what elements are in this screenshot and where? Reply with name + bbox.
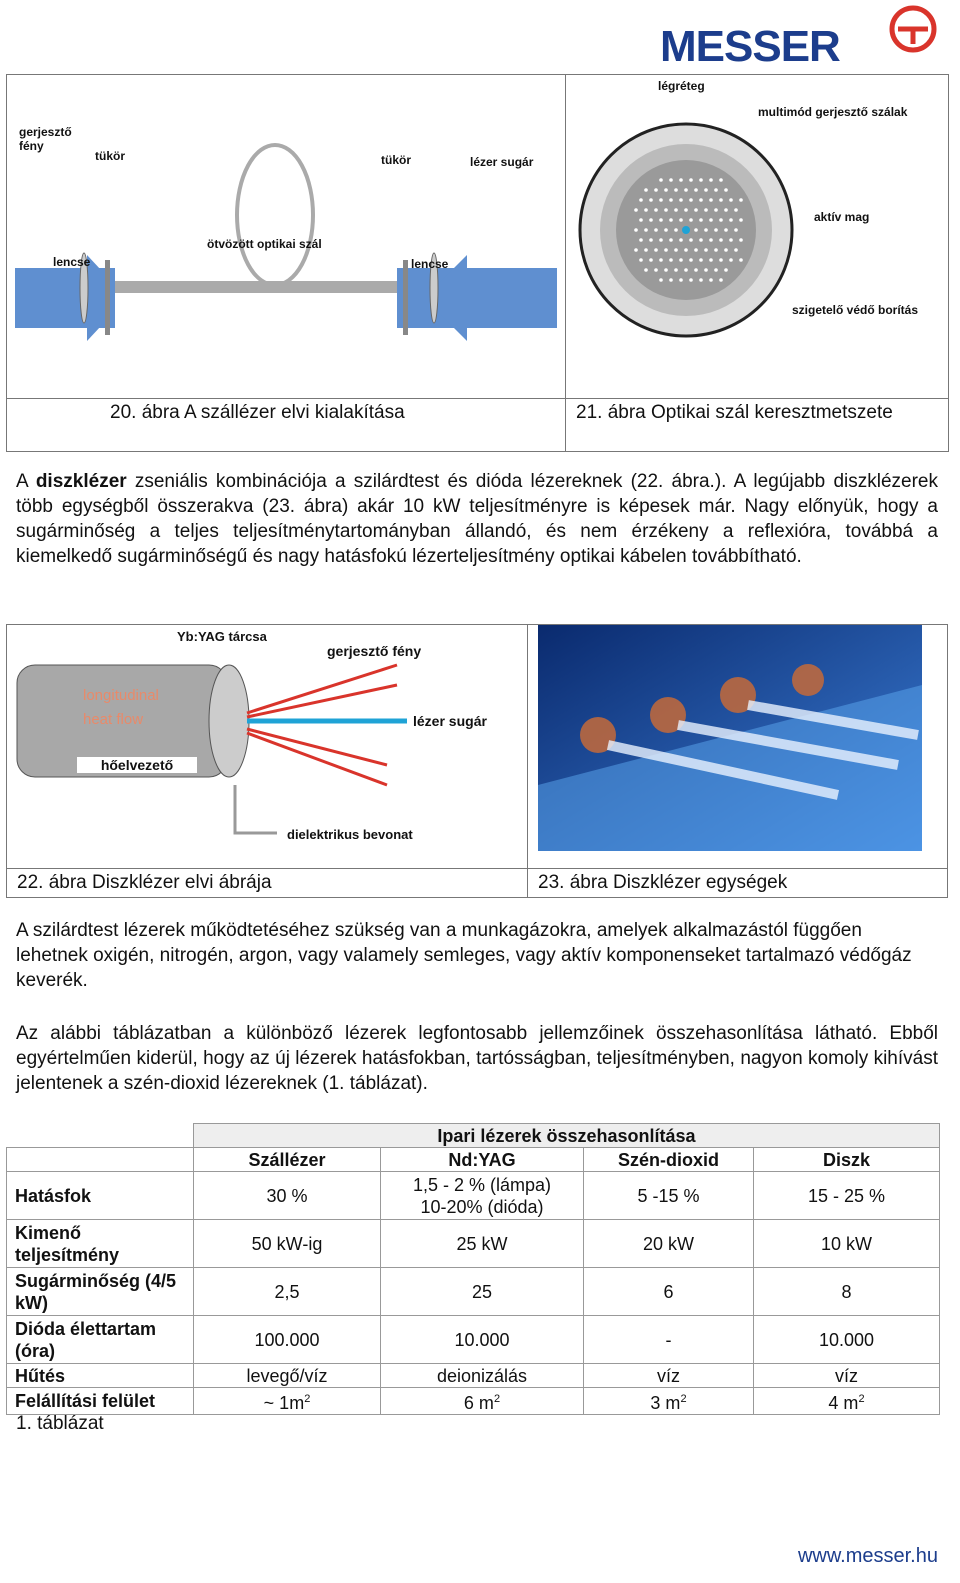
para1-bold: diszklézer (35, 471, 127, 492)
table-corner (7, 1124, 194, 1148)
row-label-efficiency: Hatásfok (7, 1172, 194, 1220)
table-row (7, 1172, 940, 1220)
fiber-dot (659, 278, 663, 282)
fiber-dot (699, 258, 703, 262)
label-mirror-1: tükör (95, 149, 125, 163)
fiber-dot (654, 248, 658, 252)
fiber-dot (729, 258, 733, 262)
fiber-dot (679, 178, 683, 182)
table-row (7, 1364, 940, 1388)
fiber-dot (724, 208, 728, 212)
row-label-output-power: Kimenő teljesítmény (7, 1220, 194, 1268)
fiber-dot (644, 188, 648, 192)
fiber-dot (689, 278, 693, 282)
superscript: 2 (493, 1393, 501, 1405)
fiber-dot (689, 258, 693, 262)
para1-rest: zseniális kombinációja a szilárdtest és dióda lézereknek (22. ábra.). A legújabb diszklézerek több egységből összerakva (23. ábra) akár 10 kW teljesítményre is képesek már. Nagy előnyük, hogy a sugárminőség a teljes teljesítménytartományban állandó, és nem érzékeny a reflexióra, továbbá a kiemelkedő sugárminőségű és nagy hatásfokú lézerteljesítmény optikai kábelen továbbítható. (16, 471, 938, 567)
fiber-dot (679, 218, 683, 222)
fiber-dot (709, 258, 713, 262)
fiber-dot (634, 228, 638, 232)
fiber-dot (729, 198, 733, 202)
row-label-cooling: Hűtés (7, 1364, 194, 1388)
disc-laser-units-photo (538, 625, 922, 851)
fiber-dot (669, 278, 673, 282)
fiber-dot (679, 238, 683, 242)
fig23-caption: 23. ábra Diszklézer egységek (528, 869, 948, 898)
label-heat-sink: hőelvezető (77, 757, 197, 773)
messer-logo-text: MESSER (660, 22, 840, 71)
fig22-cell (7, 625, 528, 869)
fiber-dot (639, 218, 643, 222)
fiber-dot (689, 178, 693, 182)
fiber-dot (719, 218, 723, 222)
fiber-dot (714, 228, 718, 232)
fiber-dot (659, 238, 663, 242)
figure-table-top (6, 74, 949, 452)
cell-value: 6 m (463, 1393, 494, 1413)
fig20-caption: 20. ábra A szállézer elvi kialakítása (7, 399, 566, 452)
paragraph-disc-laser (16, 469, 938, 569)
footer-website-link[interactable]: www.messer.hu (797, 1545, 938, 1567)
fiber-dot (664, 188, 668, 192)
messer-logo-icon (888, 4, 938, 54)
row-label-beam-quality: Sugárminőség (4/5 kW) (7, 1268, 194, 1316)
fiber-dot (644, 248, 648, 252)
fiber-dot (679, 198, 683, 202)
fiber-dot (669, 198, 673, 202)
fiber-dot (724, 268, 728, 272)
cell-value: ~ 1m (263, 1393, 305, 1413)
table-cell: 100.000 (194, 1316, 381, 1364)
fiber-dot (644, 208, 648, 212)
table-cell: víz (754, 1364, 940, 1388)
fiber-dot (689, 198, 693, 202)
fiber-dot (679, 258, 683, 262)
table-title: Ipari lézerek összehasonlítása (194, 1124, 940, 1148)
table-cell: 20 kW (584, 1220, 754, 1268)
fiber-dot (709, 198, 713, 202)
fiber-dot (649, 258, 653, 262)
fiber-dot (719, 278, 723, 282)
fiber-dot (669, 258, 673, 262)
row-label-diode-lifetime: Dióda élettartam (óra) (7, 1316, 194, 1364)
fiber-dot (724, 188, 728, 192)
fiber-dot (684, 268, 688, 272)
table-cell: - (584, 1316, 754, 1364)
table-cell: 30 % (194, 1172, 381, 1220)
fiber-dot (669, 218, 673, 222)
fiber-dot (739, 218, 743, 222)
label-laser-beam: lézer sugár (470, 155, 534, 169)
fiber-dot (699, 178, 703, 182)
fiber-dot (634, 208, 638, 212)
fiber-dot (639, 238, 643, 242)
label-longitudinal: longitudinal (83, 687, 159, 704)
table-row (7, 1316, 940, 1364)
fiber-dot (714, 268, 718, 272)
fiber-dot (694, 188, 698, 192)
superscript: 2 (680, 1393, 687, 1405)
disc-laser-diagram (7, 625, 527, 863)
fiber-dot (674, 188, 678, 192)
table-cell: levegő/víz (194, 1364, 381, 1388)
col-header-fiber: Szállézer (194, 1148, 381, 1172)
table-cell: 25 (381, 1268, 584, 1316)
label-heat-flow: heat flow (83, 711, 144, 728)
fiber-dot (724, 228, 728, 232)
table-cell (584, 1388, 754, 1415)
fiber-cross-section (566, 75, 948, 393)
fiber-dot (684, 188, 688, 192)
table-cell: deionizálás (381, 1364, 584, 1388)
fiber-dot (724, 248, 728, 252)
fiber-dot (699, 218, 703, 222)
fiber-dot (679, 278, 683, 282)
fiber-dot (714, 208, 718, 212)
label-lens-2: lencse (411, 257, 449, 271)
fiber-dot (739, 198, 743, 202)
table-cell: 10.000 (754, 1316, 940, 1364)
col-header-ndyag: Nd:YAG (381, 1148, 584, 1172)
fiber-laser-diagram (7, 75, 565, 393)
superscript: 2 (858, 1393, 865, 1405)
fiber-dot (729, 238, 733, 242)
paragraph-working-gases: A szilárdtest lézerek működtetéséhez szükség van a munkagázokra, amelyek alkalmazástól függően lehetnek oxigén, nitrogén, argon, vagy valamely semleges, vagy aktív komponenseket tartalmazó védőgáz keverék. (16, 920, 912, 991)
fig20-cell (7, 75, 566, 399)
superscript: 2 (304, 1393, 311, 1405)
label-air-layer: légréteg (658, 79, 705, 93)
fiber-dot (659, 178, 663, 182)
fiber-dot (644, 228, 648, 232)
fiber-dot (659, 218, 663, 222)
label-mirror-2: tükör (381, 153, 411, 167)
table-header-empty (7, 1148, 194, 1172)
fiber-dot (719, 238, 723, 242)
table-cell: 5 -15 % (584, 1172, 754, 1220)
table-cell: 6 (584, 1268, 754, 1316)
fiber-dot (669, 178, 673, 182)
fiber-dot (664, 248, 668, 252)
table-cell: 50 kW-ig (194, 1220, 381, 1268)
fiber-dot (674, 208, 678, 212)
fiber-dot (689, 218, 693, 222)
row-label-footprint: Felállítási felület (7, 1388, 194, 1415)
fiber-dot (694, 248, 698, 252)
fiber-dot (639, 198, 643, 202)
fiber-dot (739, 258, 743, 262)
fiber-dot (684, 248, 688, 252)
label-doped-fiber: ötvözött optikai szál (207, 237, 322, 251)
table-row (7, 1220, 940, 1268)
laser-comparison-table (6, 1123, 940, 1415)
fiber-dot (734, 208, 738, 212)
table-cell: víz (584, 1364, 754, 1388)
fiber-dot (714, 248, 718, 252)
fiber-dot (689, 238, 693, 242)
fiber-dot (654, 188, 658, 192)
fiber-dot (669, 238, 673, 242)
fiber-dot (659, 258, 663, 262)
fiber-dot (654, 228, 658, 232)
label-yb-yag-disc: Yb:YAG tárcsa (177, 629, 267, 644)
table-row (7, 1388, 940, 1415)
col-header-co2: Szén-dioxid (584, 1148, 754, 1172)
table-caption: 1. táblázat (16, 1413, 104, 1434)
fiber-dot (694, 208, 698, 212)
table-cell: 2,5 (194, 1268, 381, 1316)
fiber-dot (659, 198, 663, 202)
fiber-dot (639, 258, 643, 262)
fiber-dot (674, 248, 678, 252)
fiber-dot (739, 238, 743, 242)
fiber-dot (734, 228, 738, 232)
fiber-dot (709, 238, 713, 242)
fiber-dot (719, 178, 723, 182)
fiber-dot (719, 258, 723, 262)
table-cell (194, 1388, 381, 1415)
table-cell: 10 kW (754, 1220, 940, 1268)
fiber-dot (664, 228, 668, 232)
fiber-dot (674, 268, 678, 272)
fiber-dot (684, 208, 688, 212)
fiber-dot (704, 248, 708, 252)
table-cell: 8 (754, 1268, 940, 1316)
fiber-dot (649, 238, 653, 242)
fig21-cell (566, 75, 949, 399)
fiber-dot (699, 238, 703, 242)
fiber-dot (729, 218, 733, 222)
fiber-dot (734, 248, 738, 252)
fiber-dot (694, 228, 698, 232)
fiber-dot (699, 278, 703, 282)
label-multimode-fibers: multimód gerjesztő szálak (758, 105, 908, 119)
fiber-dot (654, 208, 658, 212)
label-dielectric-coating: dielektrikus bevonat (287, 827, 413, 842)
fiber-dot (704, 188, 708, 192)
fig22-caption: 22. ábra Diszklézer elvi ábrája (7, 869, 528, 898)
fiber-dot (664, 268, 668, 272)
cell-value: 4 m (828, 1393, 859, 1413)
fiber-dot (654, 268, 658, 272)
label-lens-1: lencse (53, 255, 91, 269)
fiber-dot (674, 228, 678, 232)
table-cell: 25 kW (381, 1220, 584, 1268)
table-row (7, 1268, 940, 1316)
fiber-dot (699, 198, 703, 202)
figure-table-middle (6, 624, 948, 898)
fiber-dot (709, 178, 713, 182)
cell-value: 3 m (650, 1393, 681, 1413)
fiber-dot (649, 198, 653, 202)
label-laser-beam-22: lézer sugár (413, 713, 487, 729)
fiber-dot (649, 218, 653, 222)
para1-start: A (16, 471, 36, 492)
table-cell: 15 - 25 % (754, 1172, 940, 1220)
table-cell (754, 1388, 940, 1415)
fiber-dot (709, 278, 713, 282)
fiber-dot (719, 198, 723, 202)
fig21-caption: 21. ábra Optikai szál keresztmetszete (566, 399, 949, 452)
fiber-dot (704, 268, 708, 272)
label-pump-light: gerjesztő fény (19, 125, 72, 153)
fiber-dot (704, 208, 708, 212)
fiber-dot (634, 248, 638, 252)
fig23-cell (528, 625, 948, 869)
fiber-dot (664, 208, 668, 212)
label-protective-coating: szigetelő védő borítás (792, 303, 919, 317)
fiber-dot (709, 218, 713, 222)
paragraph-comparison-intro: Az alábbi táblázatban a különböző lézerek legfontosabb jellemzőinek összehasonlítása látható. Ebből egyértelműen kiderül, hogy az új lézerek hatásfokban, tartósságban, teljesítményben, nagyon komoly kihívást jelentenek a szén-dioxid lézereknek (1. táblázat). (16, 1023, 938, 1094)
table-cell: 1,5 - 2 % (lámpa) 10-20% (dióda) (381, 1172, 584, 1220)
label-active-core: aktív mag (814, 210, 870, 224)
table-cell (381, 1388, 584, 1415)
col-header-disc: Diszk (754, 1148, 940, 1172)
fiber-dot (704, 228, 708, 232)
fiber-dot (694, 268, 698, 272)
label-pump-light-22: gerjesztő fény (327, 643, 422, 659)
fiber-dot (644, 268, 648, 272)
fiber-dot (714, 188, 718, 192)
table-cell: 10.000 (381, 1316, 584, 1364)
